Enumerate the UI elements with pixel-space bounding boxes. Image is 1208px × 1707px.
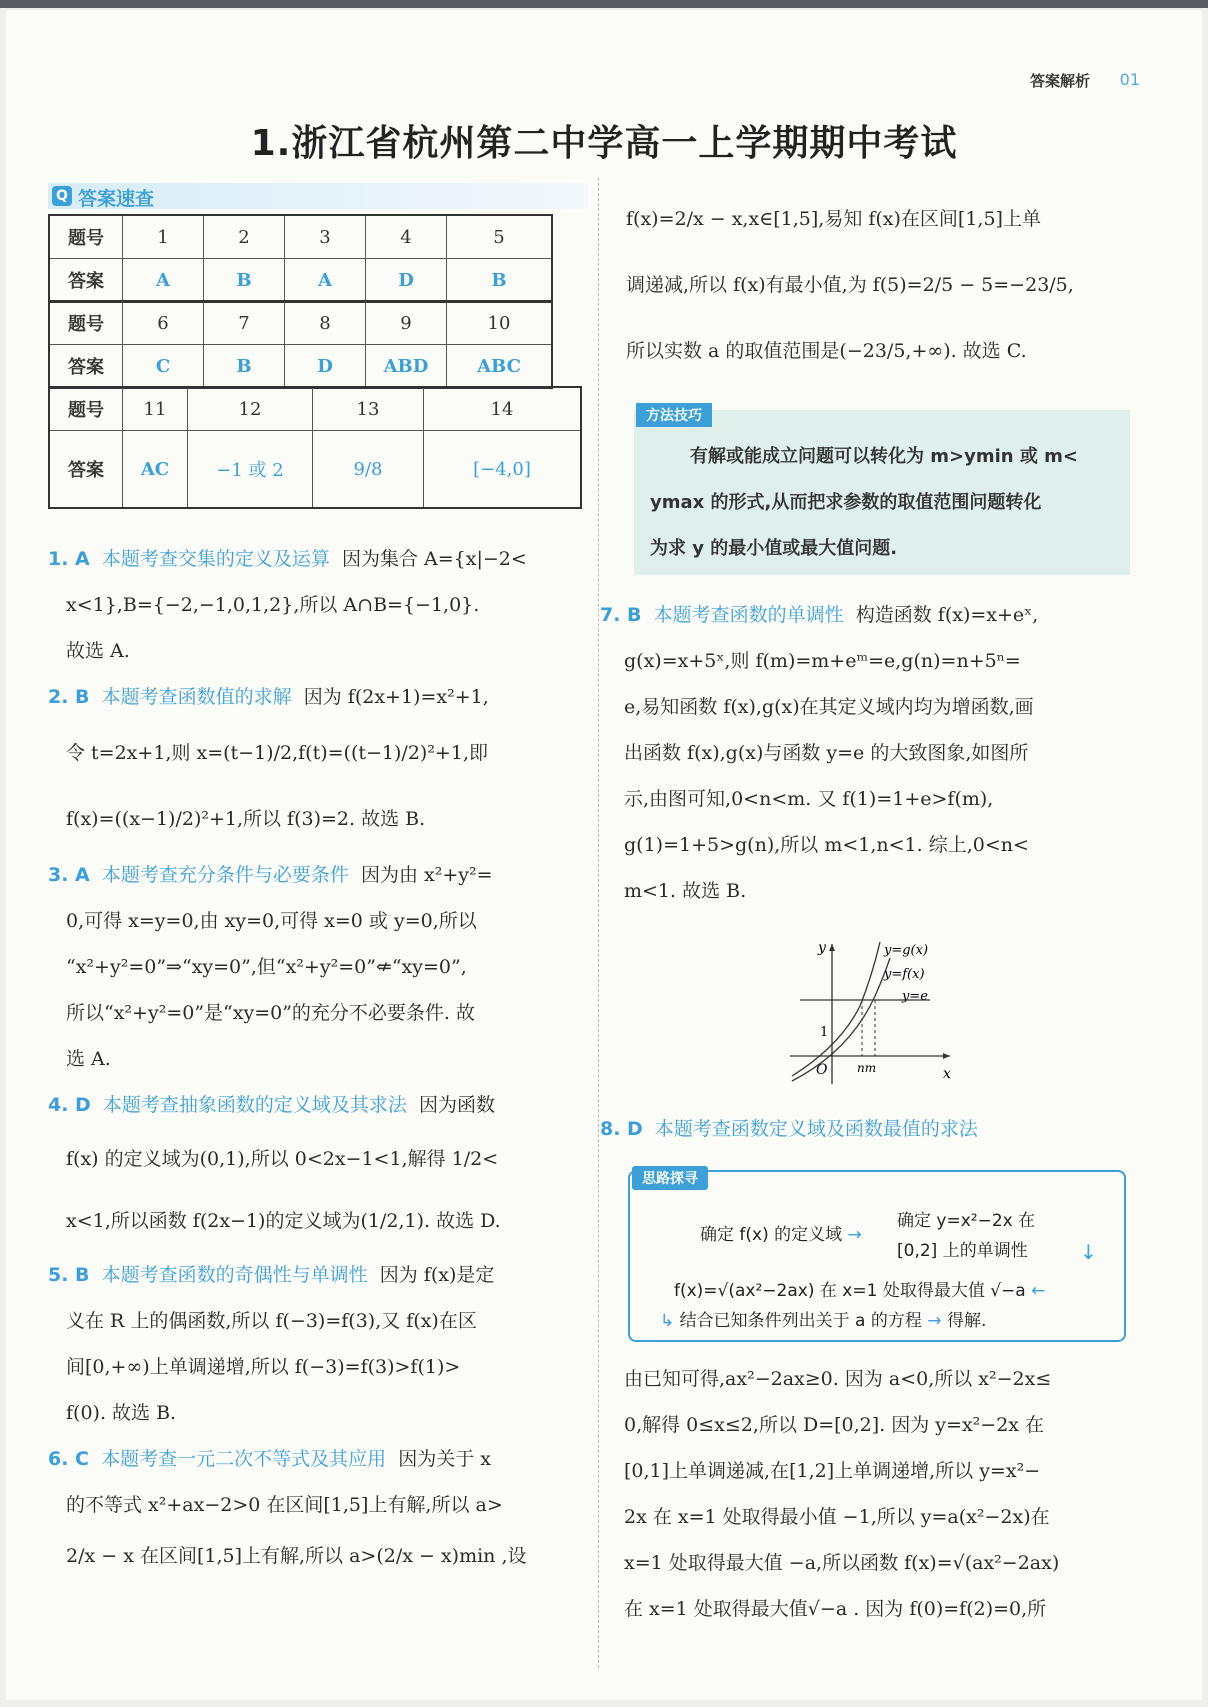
tip-line: ymax 的形式,从而把求参数的取值范围问题转化	[650, 492, 1042, 513]
label-f: y=f(x)	[884, 967, 925, 982]
thinking-label: 思路探寻	[632, 1166, 708, 1190]
q7-line: g(1)=1+5>g(n),所以 m<1,n<1. 综上,0<n<	[624, 834, 1029, 856]
answer-table-3	[48, 386, 582, 509]
q2-line: f(x)=((x−1)/2)²+1,所以 f(3)=2. 故选 B.	[66, 808, 426, 830]
q4-topic: 本题考查抽象函数的定义域及其求法	[102, 1094, 407, 1116]
q4-line: f(x) 的定义域为(0,1),所以 0<2x−1<1,解得 1/2<	[66, 1148, 499, 1170]
q6-line: 的不等式 x²+ax−2>0 在区间[1,5]上有解,所以 a>	[66, 1494, 503, 1516]
q8-line: 0,解得 0≤x≤2,所以 D=[0,2]. 因为 y=x²−2x 在	[624, 1414, 1045, 1436]
q8-head: 8. D	[600, 1118, 643, 1140]
q7-function-graph	[780, 936, 960, 1086]
q-answer: 9/8	[313, 431, 424, 509]
q-num: 1	[123, 215, 204, 259]
row-label: 答案	[49, 431, 123, 509]
arrow-right-icon: →	[927, 1311, 942, 1331]
q-num: 4	[366, 215, 447, 259]
answer-table-2	[48, 300, 553, 389]
column-divider	[598, 178, 599, 1668]
arrow-down-icon: ↓	[1080, 1240, 1097, 1264]
q6-head: 6. C	[48, 1448, 89, 1470]
q-answer: ABC	[447, 345, 553, 389]
q7-line: e,易知函数 f(x),g(x)在其定义域内均为增函数,画	[624, 696, 1034, 718]
flow-step-b2: [0,2] 上的单调性	[897, 1241, 1028, 1261]
page-number: 01	[1119, 70, 1140, 89]
q2-line: 令 t=2x+1,则 x=(t−1)/2,f(t)=((t−1)/2)²+1,即	[66, 742, 488, 764]
label-e: y=e	[902, 989, 928, 1004]
q5-head: 5. B	[48, 1264, 90, 1286]
flow-a-text: 确定 f(x) 的定义域	[700, 1225, 843, 1245]
search-icon: Q	[52, 186, 72, 206]
q-answer: B	[447, 259, 553, 303]
q5-topic: 本题考查函数的奇偶性与单调性	[101, 1264, 368, 1286]
q-num: 14	[424, 387, 582, 431]
q7-line: g(x)=x+5ˣ,则 f(m)=m+eᵐ=e,g(n)=n+5ⁿ=	[624, 650, 1021, 672]
q-num: 9	[366, 301, 447, 345]
q6-line: 因为关于 x	[398, 1448, 491, 1470]
q-num: 2	[204, 215, 285, 259]
q-answer: B	[204, 345, 285, 389]
flow-step-b1: 确定 y=x²−2x 在	[897, 1211, 1036, 1231]
page-title: 1.浙江省杭州第二中学高一上学期期中考试	[250, 123, 958, 164]
q6-cont-line: 所以实数 a 的取值范围是(−23/5,+∞). 故选 C.	[626, 340, 1027, 362]
q5-line: 义在 R 上的偶函数,所以 f(−3)=f(3),又 f(x)在区	[66, 1310, 477, 1332]
q-answer: A	[285, 259, 366, 303]
q-answer: C	[123, 345, 204, 389]
q6-cont-line: f(x)=2/x − x,x∈[1,5],易知 f(x)在区间[1,5]上单	[626, 208, 1041, 230]
right-column-top	[626, 186, 1156, 384]
flow-c-text: f(x)=√(ax²−2ax) 在 x=1 处取得最大值 √−a	[674, 1281, 1026, 1301]
q-answer: D	[366, 259, 447, 303]
arrow-left-icon: ←	[1031, 1281, 1046, 1301]
method-tip-label: 方法技巧	[636, 403, 712, 427]
q5-line: 间[0,+∞)上单调递增,所以 f(−3)=f(3)>f(1)>	[66, 1356, 461, 1378]
q8-solution	[624, 1356, 1164, 1632]
q2-topic: 本题考查函数值的求解	[101, 686, 292, 708]
q7-block	[600, 592, 1160, 914]
q3-line: “x²+y²=0”⇒“xy=0”,但“x²+y²=0”⇍“xy=0”,	[66, 956, 467, 978]
label-y: y	[818, 940, 826, 956]
q-answer: A	[123, 259, 204, 303]
arrow-return-icon: ↳	[660, 1311, 675, 1331]
q1-head: 1. A	[48, 548, 90, 570]
q8-line: 2x 在 x=1 处取得最小值 −1,所以 y=a(x²−2x)在	[624, 1506, 1050, 1528]
q1-line: 因为集合 A={x|−2<	[341, 548, 527, 570]
q6-cont-line: 调递减,所以 f(x)有最小值,为 f(5)=2/5 − 5=−23/5,	[626, 274, 1074, 296]
flow-step-d	[660, 1306, 986, 1331]
q3-topic: 本题考查充分条件与必要条件	[101, 864, 349, 886]
label-nm: nm	[857, 1061, 877, 1075]
q-num: 11	[123, 387, 188, 431]
q7-line: m<1. 故选 B.	[624, 880, 747, 902]
q-answer: ABD	[366, 345, 447, 389]
q-num: 8	[285, 301, 366, 345]
q2-head: 2. B	[48, 686, 90, 708]
tip-line: 为求 y 的最小值或最大值问题.	[650, 538, 898, 559]
x-axis-arrow	[943, 1053, 950, 1059]
q-num: 5	[447, 215, 553, 259]
q8-heading	[600, 1106, 1160, 1152]
q6-topic: 本题考查一元二次不等式及其应用	[101, 1448, 387, 1470]
q8-line: x=1 处取得最大值 −a,所以函数 f(x)=√(ax²−2ax)	[624, 1552, 1060, 1574]
q-num: 7	[204, 301, 285, 345]
label-x: x	[943, 1066, 951, 1082]
answer-section-title: 答案速查	[78, 188, 155, 210]
row-label: 题号	[49, 215, 123, 259]
row-label: 答案	[49, 259, 123, 303]
q3-line: 所以“x²+y²=0”是“xy=0”的充分不必要条件. 故	[66, 1002, 476, 1024]
q7-line: 构造函数 f(x)=x+eˣ,	[855, 604, 1039, 626]
q4-line: 因为函数	[419, 1094, 496, 1116]
answer-section-heading	[48, 183, 588, 209]
q7-head: 7. B	[600, 604, 642, 626]
label-g: y=g(x)	[884, 943, 929, 958]
row-label: 题号	[49, 301, 123, 345]
q3-line: 0,可得 x=y=0,由 xy=0,可得 x=0 或 y=0,所以	[66, 910, 477, 932]
y-axis-arrow	[829, 944, 835, 951]
q8-line: 在 x=1 处取得最大值√−a . 因为 f(0)=f(2)=0,所	[624, 1598, 1047, 1620]
row-label: 答案	[49, 345, 123, 389]
label-origin: O	[816, 1062, 828, 1078]
q1-line: 故选 A.	[66, 640, 130, 662]
q3-head: 3. A	[48, 864, 90, 886]
q2-line: 因为 f(2x+1)=x²+1,	[303, 686, 489, 708]
q1-topic: 本题考查交集的定义及运算	[101, 548, 330, 570]
q7-topic: 本题考查函数的单调性	[653, 604, 844, 626]
q8-line: [0,1]上单调递减,在[1,2]上单调递增,所以 y=x²−	[624, 1460, 1041, 1482]
q4-line: x<1,所以函数 f(2x−1)的定义域为(1/2,1). 故选 D.	[66, 1210, 501, 1232]
q8-line: 由已知可得,ax²−2ax≥0. 因为 a<0,所以 x²−2x≤	[624, 1368, 1052, 1390]
q-num: 13	[313, 387, 424, 431]
q6-line: 2/x − x 在区间[1,5]上有解,所以 a>(2/x − x)min ,设	[66, 1545, 527, 1567]
q5-line: 因为 f(x)是定	[379, 1264, 495, 1286]
q3-line: 选 A.	[66, 1048, 111, 1070]
top-bar	[0, 0, 1208, 8]
header-label: 答案解析	[1029, 72, 1090, 90]
method-tip-text	[650, 434, 1116, 572]
q7-line: 示,由图可知,0<n<m. 又 f(1)=1+e>f(m),	[624, 788, 994, 810]
q1-line: x<1},B={−2,−1,0,1,2},所以 A∩B={−1,0}.	[66, 594, 480, 616]
q-num: 10	[447, 301, 553, 345]
q-answer: AC	[123, 431, 188, 509]
answer-table-1	[48, 214, 553, 303]
arrow-right-icon: →	[847, 1225, 862, 1245]
q-answer: B	[204, 259, 285, 303]
q-answer: −1 或 2	[188, 431, 313, 509]
row-label: 题号	[49, 387, 123, 431]
q-num: 6	[123, 301, 204, 345]
q5-line: f(0). 故选 B.	[66, 1402, 177, 1424]
q-answer: D	[285, 345, 366, 389]
q7-line: 出函数 f(x),g(x)与函数 y=e 的大致图象,如图所	[624, 742, 1029, 764]
flow-e-text: 得解.	[946, 1311, 987, 1331]
left-column	[48, 536, 588, 1584]
flow-d-text: 结合已知条件列出关于 a 的方程	[679, 1311, 922, 1331]
q-answer: [−4,0]	[424, 431, 582, 509]
label-one: 1	[820, 1025, 829, 1040]
q3-line: 因为由 x²+y²=	[360, 864, 493, 886]
flow-step-c	[674, 1276, 1045, 1301]
tip-line: 有解或能成立问题可以转化为 m>ymin 或 m<	[690, 446, 1078, 467]
q8-topic: 本题考查函数定义域及函数最值的求法	[654, 1118, 978, 1140]
flow-step-a	[700, 1220, 862, 1245]
q-num: 12	[188, 387, 313, 431]
q4-head: 4. D	[48, 1094, 91, 1116]
q-num: 3	[285, 215, 366, 259]
